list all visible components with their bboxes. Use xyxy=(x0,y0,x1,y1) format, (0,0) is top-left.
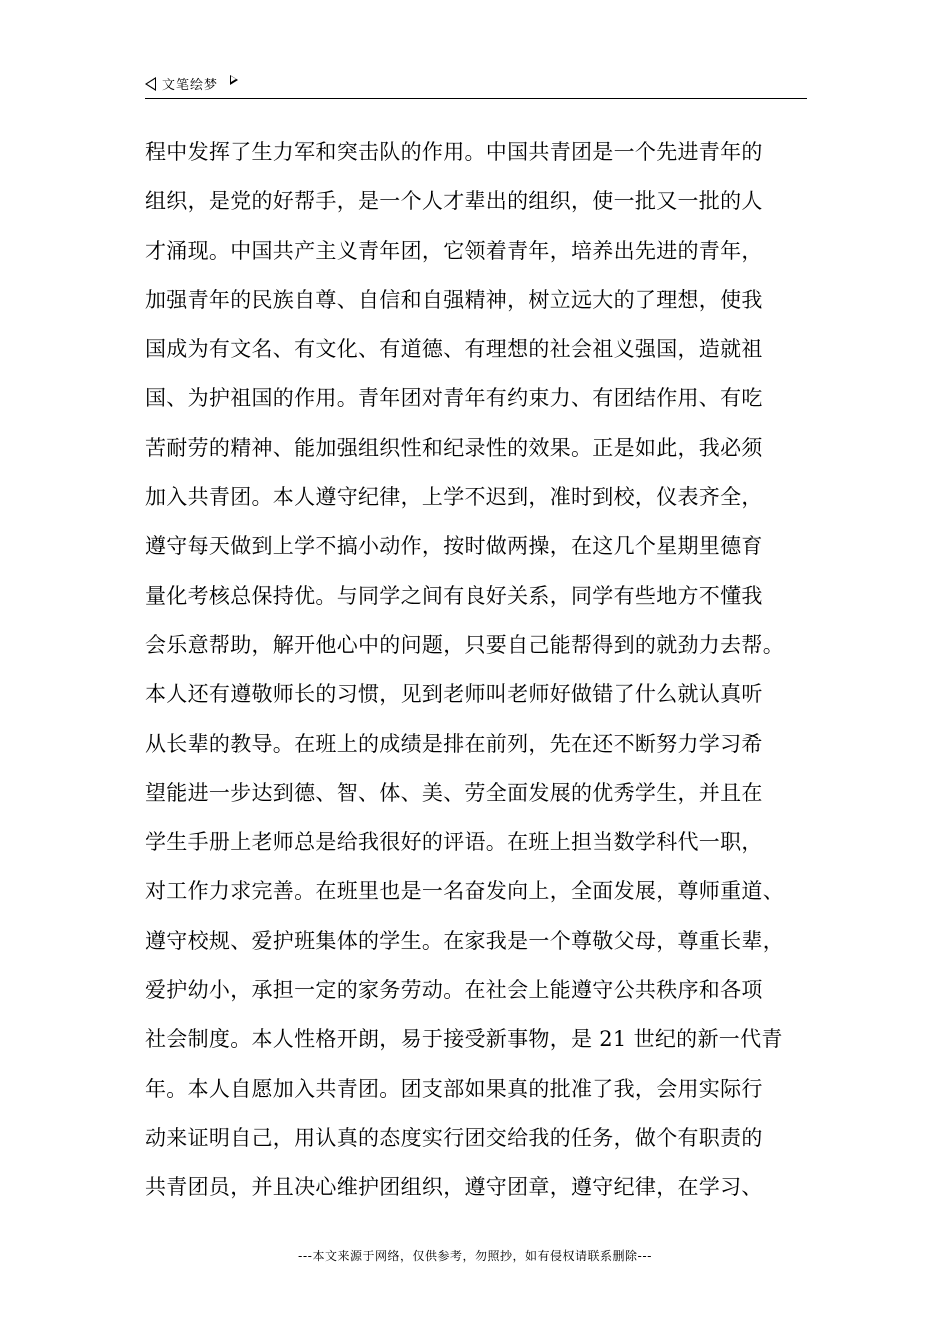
text-line: 对工作力求完善。在班里也是一名奋发向上，全面发展，尊师重道、 xyxy=(145,879,784,904)
text-line: 遵守每天做到上学不搞小动作，按时做两操，在这几个星期里德育 xyxy=(145,534,763,559)
text-line: 苦耐劳的精神、能加强组织性和纪录性的效果。正是如此，我必须 xyxy=(145,435,763,460)
text-line: 会乐意帮助，解开他心中的问题，只要自己能帮得到的就劲力去帮。 xyxy=(145,632,784,657)
text-line: 共青团员，并且决心维护团组织，遵守团章，遵守纪律，在学习、 xyxy=(145,1175,763,1200)
text-line: 国、为护祖国的作用。青年团对青年有约束力、有团结作用、有吃 xyxy=(145,386,763,411)
text-line: 本人还有遵敬师长的习惯，见到老师叫老师好做错了什么就认真听 xyxy=(145,682,763,707)
text-line: 从长辈的教导。在班上的成绩是排在前列，先在还不断努力学习希 xyxy=(145,731,763,756)
header-title: 文笔绘梦 xyxy=(162,78,219,93)
text-line: 加入共青团。本人遵守纪律，上学不迟到，准时到校，仪表齐全， xyxy=(145,485,763,510)
text-line: 国成为有文名、有文化、有道德、有理想的社会祖义强国，造就祖 xyxy=(145,337,763,362)
text-line: 程中发挥了生力军和突击队的作用。中国共青团是一个先进青年的 xyxy=(145,140,763,164)
text-line: 爱护幼小，承担一定的家务劳动。在社会上能遵守公共秩序和各项 xyxy=(145,978,763,1003)
text-line: 加强青年的民族自尊、自信和自强精神，树立远大的了理想，使我 xyxy=(145,287,763,312)
text-line: 年。本人自愿加入共青团。团支部如果真的批准了我，会用实际行 xyxy=(145,1076,763,1101)
text-line: 量化考核总保持优。与同学之间有良好关系，同学有些地方不懂我 xyxy=(145,583,763,608)
document-body xyxy=(145,128,813,1213)
triangle-left-icon xyxy=(145,77,156,91)
text-line: 遵守校规、爱护班集体的学生。在家我是一个尊敬父母，尊重长辈， xyxy=(145,928,784,953)
text-line: 动来证明自己，用认真的态度实行团交给我的任务，做个有职责的 xyxy=(145,1125,763,1150)
page-footer: ---本文来源于网络，仅供参考，勿照抄，如有侵权请联系删除--- xyxy=(298,1249,652,1263)
text-line: 望能进一步达到德、智、体、美、劳全面发展的优秀学生，并且在 xyxy=(145,780,763,805)
page-header xyxy=(145,72,807,99)
text-line: 才涌现。中国共产主义青年团，它领着青年，培养出先进的青年， xyxy=(145,238,763,263)
text-line: 学生手册上老师总是给我很好的评语。在班上担当数学科代一职， xyxy=(145,830,763,855)
triangle-right-icon xyxy=(230,75,238,85)
text-line: 社会制度。本人性格开朗，易于接受新事物，是 21 世纪的新一代青 xyxy=(145,1027,783,1052)
text-line: 组织，是党的好帮手，是一个人才辈出的组织，使一批又一批的人 xyxy=(145,189,763,214)
header-brand xyxy=(145,74,238,93)
